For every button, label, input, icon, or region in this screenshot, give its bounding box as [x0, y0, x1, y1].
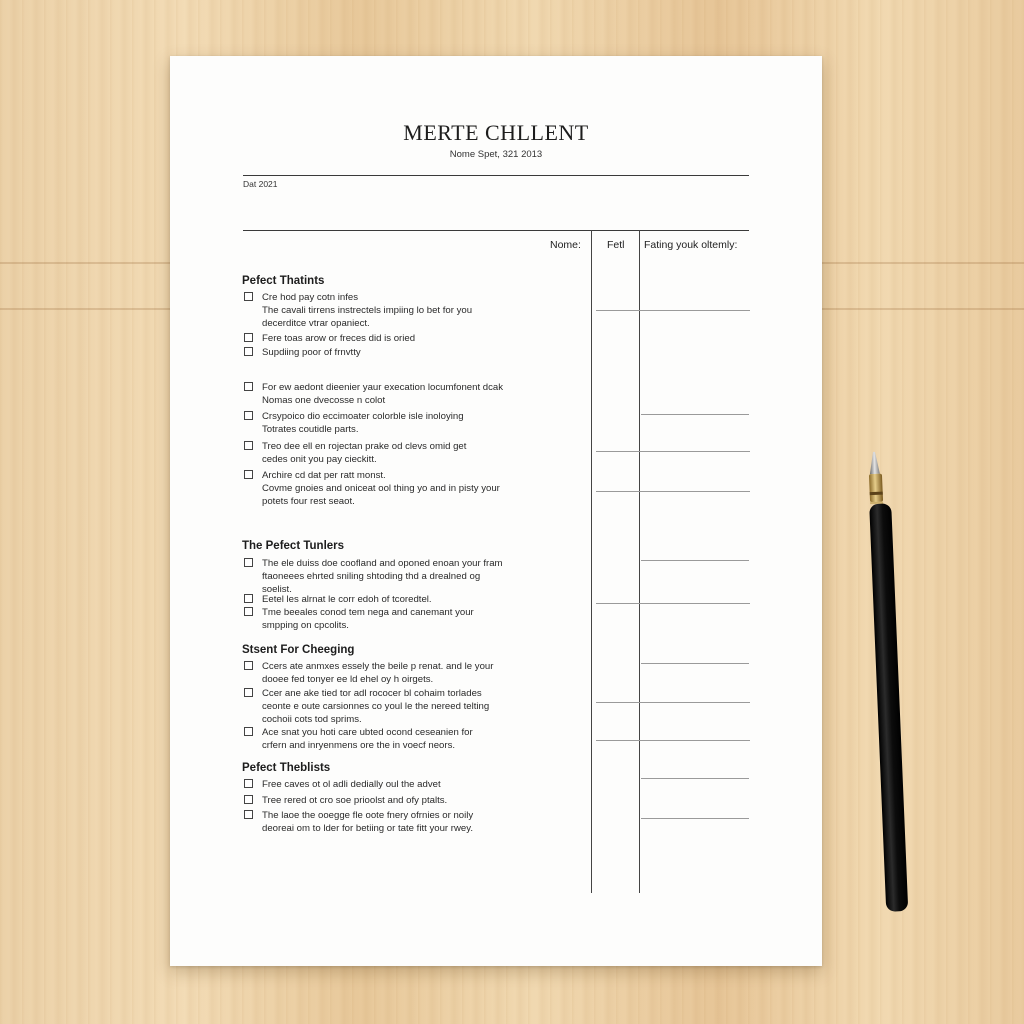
document-subtitle: Nome Spet, 321 2013 [449, 149, 543, 160]
checklist-item-text: Ace snat you hoti care ubted ocond ceseanien for crfern and inryenmens ore the in voecf neors. [262, 727, 473, 751]
checklist-item-text: Tree rered ot cro soe prioolst and ofy ptalts. [262, 795, 448, 806]
checklist-item-text: Eetel les alrnat le corr edoh of tcoredtel. [262, 594, 432, 605]
column-header-name: Nome: [550, 239, 581, 251]
checklist-item-text: Free caves ot ol adli dedially oul the advet [262, 779, 441, 790]
checklist-item-text: Treo dee ell en rojectan prake od clevs omid get cedes onit you pay cieckitt. [262, 441, 467, 465]
section-heading: The Pefect Tunlers [242, 540, 345, 552]
checklist-item-text: Cre hod pay cotn infes The cavali tirrens instrectels impiing lo bet for you decerditce vtrar opaniect. [262, 292, 473, 329]
column-header-rating: Fating youk oltemly: [644, 239, 738, 251]
checklist-item-text: Tme beeales conod tem nega and canemant your smpping on cpcolits. [262, 607, 474, 631]
column-header-fetl: Fetl [607, 239, 625, 251]
date-label: Dat 2021 [243, 179, 278, 189]
checklist-item-text: Supdiing poor of frnvtty [262, 347, 361, 358]
document-title: MERTE CHLLENT [403, 120, 589, 145]
checklist-item-text: Archire cd dat per ratt monst. Covme gnoies and oniceat ool thing yo and in pisty your potets four rest seaot. [262, 470, 500, 507]
section-heading: Pefect Theblists [242, 762, 331, 774]
section-heading: Pefect Thatints [242, 275, 325, 287]
section-heading: Stsent For Cheeging [242, 644, 355, 656]
checklist-item-text: The ele duiss doe coofland and oponed enoan your fram ftaoneees ehrted sniling shtoding thd a drealned og soelist. [262, 558, 503, 595]
checklist-item-text: Crsypoico dio eccimoater colorble isle inoloying Totrates coutidle parts. [262, 411, 464, 435]
checklist-item-text: For ew aedont dieenier yaur execation locumfonent dcak Nomas one dvecosse n colot [262, 382, 504, 406]
checklist-item-text: Ccer ane ake tied tor adl rococer bl cohaim torlades ceonte e oute carsionnes co youl le the nereed telting cochoii cots tod sprims. [262, 688, 490, 725]
checklist-item-text: Fere toas arow or freces did is oried [262, 333, 416, 344]
checklist-item-text: The laoe the ooegge fle oote fnery ofrnies or noily deoreai om to lder for betiing or tate fitt your rwey. [262, 810, 474, 834]
checklist-item-text: Ccers ate anmxes essely the beile p renat. and le your dooee fed tonyer ee ld ehel oy h oirgets. [262, 661, 494, 685]
